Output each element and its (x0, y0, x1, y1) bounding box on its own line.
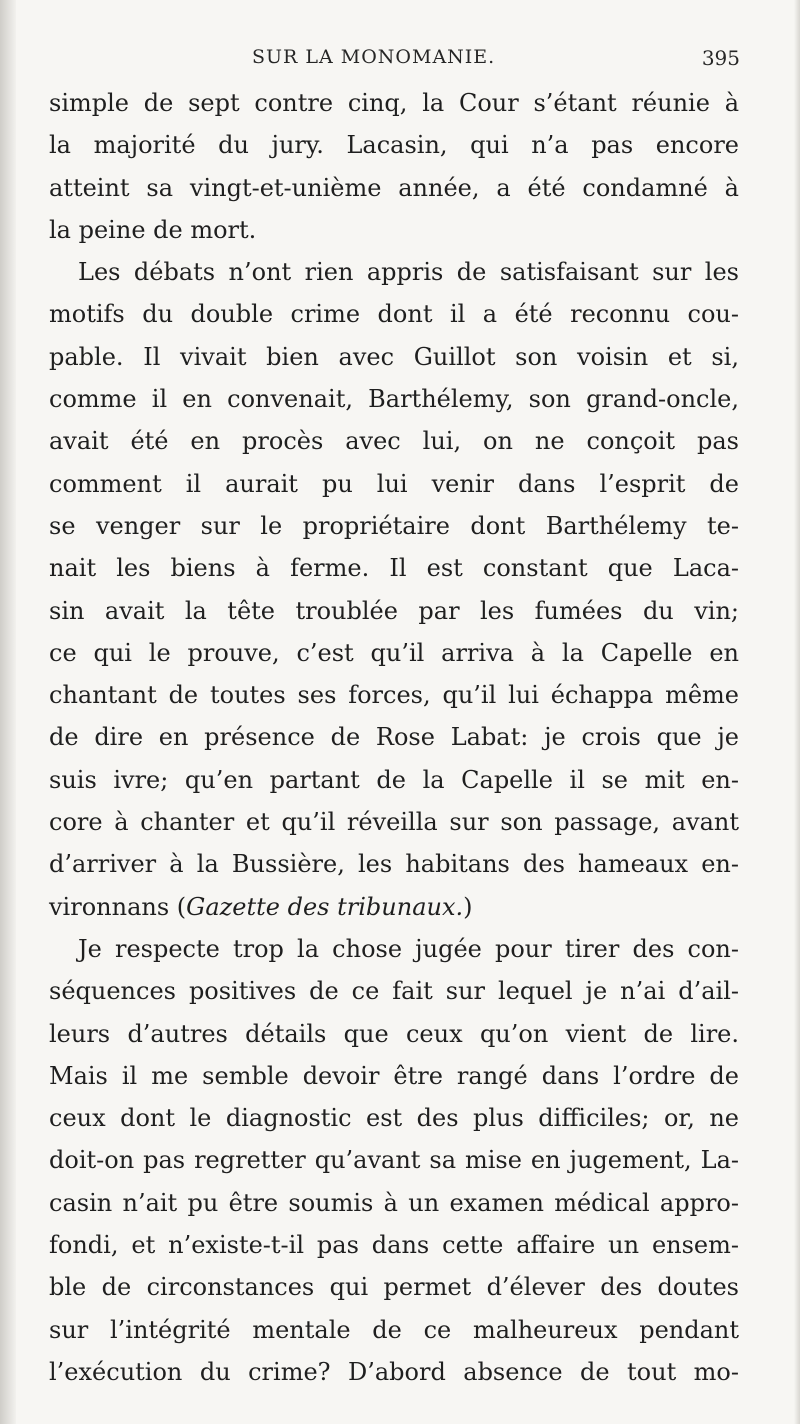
citation-prefix: vironnans ( (49, 892, 187, 921)
text-line: Les débats n’ont rien appris de satisfaisant sur les (78, 258, 739, 287)
text-line: doit-on pas regretter qu’avant sa mise en jugement, La- (49, 1146, 739, 1175)
text-line: sin avait la tête troublée par les fumées du vin; (49, 596, 739, 625)
text-line: ce qui le prouve, c’est qu’il arriva à la Capelle en (49, 638, 739, 667)
text-line: simple de sept contre cinq, la Cour s’étant réunie à (49, 89, 739, 117)
text-line: séquences positives de ce fait sur lequel je n’ai d’ail- (49, 977, 739, 1006)
text-line: core à chanter et qu’il réveilla sur son passage, avant (49, 808, 739, 837)
page-edge-shadow (794, 0, 800, 1424)
text-line: leurs d’autres détails que ceux qu’on vient de lire. (49, 1019, 739, 1048)
text-line: comme il en convenait, Barthélemy, son grand-oncle, (49, 385, 739, 414)
running-head: SUR LA MONOMANIE. (252, 46, 496, 68)
text-line: suis ivre; qu’en partant de la Capelle il se mit en- (49, 765, 739, 794)
text-line: pable. Il vivait bien avec Guillot son voisin et si, (49, 342, 739, 371)
text-line: atteint sa vingt-et-unième année, a été condamné à (49, 173, 739, 202)
text-line: nait les biens à ferme. Il est constant que Laca- (49, 554, 739, 583)
text-line: l’exécution du crime? D’abord absence de tout mo- (49, 1357, 739, 1386)
text-line: de dire en présence de Rose Labat: je crois que je (49, 723, 739, 752)
text-line: fondi, et n’existe-t-il pas dans cette affaire un ensem- (49, 1231, 739, 1260)
text-line: avait été en procès avec lui, on ne conçoit pas (49, 427, 739, 456)
text-line: Je respecte trop la chose jugée pour tirer des con- (78, 934, 739, 963)
text-line: la majorité du jury. Lacasin, qui n’a pas encore (49, 131, 739, 160)
text-line: comment il aurait pu lui venir dans l’esprit de (49, 469, 739, 498)
text-line: se venger sur le propriétaire dont Barthélemy te- (49, 511, 739, 540)
citation-suffix: ) (463, 892, 473, 921)
text-line: ble de circonstances qui permet d’élever des doutes (49, 1273, 739, 1302)
text-line-citation (49, 886, 739, 928)
text-line: la peine de mort. (49, 215, 257, 244)
text-line: d’arriver à la Bussière, les habitans des hameaux en- (49, 850, 739, 879)
text-line: casin n’ait pu être soumis à un examen médical appro- (49, 1188, 739, 1217)
page-header (50, 46, 740, 76)
citation-source: Gazette des tribunaux. (186, 892, 464, 921)
text-line: chantant de toutes ses forces, qu’il lui échappa même (49, 681, 739, 710)
text-line: ceux dont le diagnostic est des plus difficiles; or, ne (49, 1104, 739, 1133)
page-gutter-shadow (0, 0, 16, 1424)
text-line: motifs du double crime dont il a été reconnu cou- (49, 300, 739, 329)
page-body (49, 82, 739, 1393)
text-line: Mais il me semble devoir être rangé dans l’ordre de (49, 1061, 739, 1090)
text-line: sur l’intégrité mentale de ce malheureux pendant (49, 1315, 739, 1344)
page-number: 395 (701, 46, 740, 70)
